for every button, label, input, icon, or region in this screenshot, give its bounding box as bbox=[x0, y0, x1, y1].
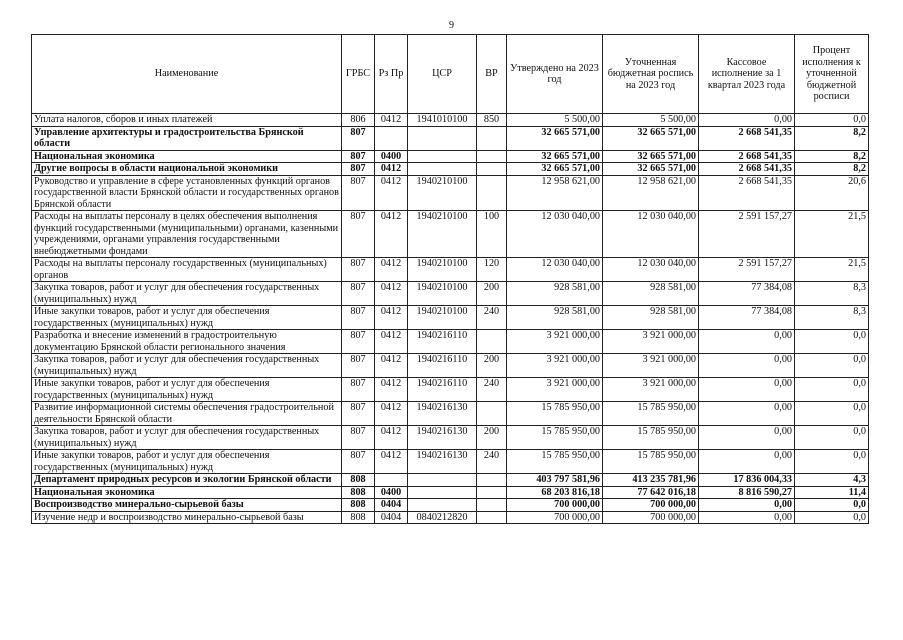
cell-csr: 1940216110 bbox=[408, 378, 477, 402]
cell-approved: 3 921 000,00 bbox=[507, 378, 603, 402]
cell-percent: 21,5 bbox=[795, 211, 869, 258]
cell-grbs: 807 bbox=[342, 330, 375, 354]
cell-name: Воспроизводство минерально-сырьевой базы bbox=[32, 499, 342, 512]
header-vr: ВР bbox=[477, 35, 507, 114]
cell-approved: 700 000,00 bbox=[507, 499, 603, 512]
cell-percent: 0,0 bbox=[795, 499, 869, 512]
cell-vr: 850 bbox=[477, 114, 507, 127]
cell-percent: 8,2 bbox=[795, 126, 869, 150]
table-row bbox=[32, 499, 869, 512]
cell-name: Национальная экономика bbox=[32, 486, 342, 499]
cell-grbs: 807 bbox=[342, 306, 375, 330]
cell-percent: 8,2 bbox=[795, 163, 869, 176]
cell-cash: 17 836 004,33 bbox=[699, 474, 795, 487]
cell-vr bbox=[477, 486, 507, 499]
table-row bbox=[32, 163, 869, 176]
cell-name: Иные закупки товаров, работ и услуг для обеспечения государственных (муниципальных) нужд bbox=[32, 378, 342, 402]
cell-percent: 0,0 bbox=[795, 426, 869, 450]
header-refined: Уточненная бюджетная роспись на 2023 год bbox=[603, 35, 699, 114]
table-row bbox=[32, 402, 869, 426]
cell-name: Уплата налогов, сборов и иных платежей bbox=[32, 114, 342, 127]
header-percent: Процент исполнения к уточненной бюджетной росписи bbox=[795, 35, 869, 114]
cell-csr: 1940210100 bbox=[408, 282, 477, 306]
cell-cash: 0,00 bbox=[699, 114, 795, 127]
cell-cash: 0,00 bbox=[699, 402, 795, 426]
cell-csr bbox=[408, 499, 477, 512]
cell-vr bbox=[477, 330, 507, 354]
cell-name: Иные закупки товаров, работ и услуг для обеспечения государственных (муниципальных) нужд bbox=[32, 306, 342, 330]
cell-grbs: 808 bbox=[342, 511, 375, 524]
cell-refined: 32 665 571,00 bbox=[603, 150, 699, 163]
cell-rzpr: 0400 bbox=[375, 150, 408, 163]
cell-percent: 0,0 bbox=[795, 378, 869, 402]
cell-vr bbox=[477, 474, 507, 487]
cell-cash: 0,00 bbox=[699, 330, 795, 354]
cell-rzpr: 0412 bbox=[375, 354, 408, 378]
header-row bbox=[32, 35, 869, 114]
cell-name: Разработка и внесение изменений в градостроительную документацию Брянской области регионального значения bbox=[32, 330, 342, 354]
cell-cash: 77 384,08 bbox=[699, 282, 795, 306]
cell-rzpr: 0412 bbox=[375, 306, 408, 330]
cell-vr: 200 bbox=[477, 426, 507, 450]
cell-approved: 15 785 950,00 bbox=[507, 426, 603, 450]
cell-refined: 12 030 040,00 bbox=[603, 258, 699, 282]
cell-percent: 8,3 bbox=[795, 306, 869, 330]
cell-approved: 32 665 571,00 bbox=[507, 150, 603, 163]
cell-grbs: 807 bbox=[342, 258, 375, 282]
cell-name: Управление архитектуры и градостроительства Брянской области bbox=[32, 126, 342, 150]
cell-refined: 700 000,00 bbox=[603, 499, 699, 512]
cell-refined: 77 642 016,18 bbox=[603, 486, 699, 499]
cell-rzpr: 0404 bbox=[375, 499, 408, 512]
cell-approved: 3 921 000,00 bbox=[507, 354, 603, 378]
cell-rzpr: 0412 bbox=[375, 402, 408, 426]
cell-rzpr: 0412 bbox=[375, 426, 408, 450]
table-row bbox=[32, 126, 869, 150]
cell-grbs: 807 bbox=[342, 150, 375, 163]
header-csr: ЦСР bbox=[408, 35, 477, 114]
cell-grbs: 807 bbox=[342, 211, 375, 258]
cell-vr bbox=[477, 175, 507, 211]
cell-vr: 120 bbox=[477, 258, 507, 282]
table-row bbox=[32, 258, 869, 282]
header-approved: Утверждено на 2023 год bbox=[507, 35, 603, 114]
cell-vr: 240 bbox=[477, 306, 507, 330]
table-row bbox=[32, 511, 869, 524]
cell-name: Изучение недр и воспроизводство минерально-сырьевой базы bbox=[32, 511, 342, 524]
table-row bbox=[32, 306, 869, 330]
cell-name: Развитие информационной системы обеспечения градостроительной деятельности Брянской области bbox=[32, 402, 342, 426]
table-row bbox=[32, 211, 869, 258]
cell-refined: 3 921 000,00 bbox=[603, 354, 699, 378]
cell-csr: 1941010100 bbox=[408, 114, 477, 127]
table-row bbox=[32, 486, 869, 499]
header-rzpr: Рз Пр bbox=[375, 35, 408, 114]
cell-csr bbox=[408, 163, 477, 176]
cell-refined: 5 500,00 bbox=[603, 114, 699, 127]
cell-refined: 12 030 040,00 bbox=[603, 211, 699, 258]
cell-csr bbox=[408, 474, 477, 487]
cell-cash: 0,00 bbox=[699, 378, 795, 402]
cell-rzpr bbox=[375, 126, 408, 150]
table-row bbox=[32, 114, 869, 127]
cell-approved: 3 921 000,00 bbox=[507, 330, 603, 354]
cell-csr: 1940210100 bbox=[408, 306, 477, 330]
cell-refined: 32 665 571,00 bbox=[603, 163, 699, 176]
table-row bbox=[32, 175, 869, 211]
cell-refined: 15 785 950,00 bbox=[603, 402, 699, 426]
cell-name: Руководство и управление в сфере установленных функций органов государственной власти Брянской области и государственных органов Брянской области bbox=[32, 175, 342, 211]
cell-approved: 12 030 040,00 bbox=[507, 258, 603, 282]
cell-name: Закупка товаров, работ и услуг для обеспечения государственных (муниципальных) нужд bbox=[32, 426, 342, 450]
cell-name: Расходы на выплаты персоналу государственных (муниципальных) органов bbox=[32, 258, 342, 282]
cell-approved: 32 665 571,00 bbox=[507, 163, 603, 176]
cell-refined: 3 921 000,00 bbox=[603, 378, 699, 402]
cell-grbs: 808 bbox=[342, 499, 375, 512]
cell-rzpr: 0412 bbox=[375, 378, 408, 402]
header-cash: Кассовое исполнение за 1 квартал 2023 года bbox=[699, 35, 795, 114]
cell-refined: 12 958 621,00 bbox=[603, 175, 699, 211]
cell-grbs: 807 bbox=[342, 282, 375, 306]
cell-csr: 1940216110 bbox=[408, 330, 477, 354]
cell-grbs: 807 bbox=[342, 163, 375, 176]
cell-cash: 2 668 541,35 bbox=[699, 150, 795, 163]
cell-grbs: 808 bbox=[342, 474, 375, 487]
cell-approved: 5 500,00 bbox=[507, 114, 603, 127]
cell-vr bbox=[477, 150, 507, 163]
cell-rzpr bbox=[375, 474, 408, 487]
cell-refined: 413 235 781,96 bbox=[603, 474, 699, 487]
cell-approved: 928 581,00 bbox=[507, 306, 603, 330]
cell-name: Другие вопросы в области национальной экономики bbox=[32, 163, 342, 176]
cell-percent: 21,5 bbox=[795, 258, 869, 282]
cell-grbs: 807 bbox=[342, 126, 375, 150]
table-row bbox=[32, 330, 869, 354]
cell-approved: 700 000,00 bbox=[507, 511, 603, 524]
cell-name: Расходы на выплаты персоналу в целях обеспечения выполнения функций государственными (муниципальными) органами, казенными учреждениями, органами управления государственными внебюджетными фондами bbox=[32, 211, 342, 258]
table-row bbox=[32, 426, 869, 450]
table-row bbox=[32, 354, 869, 378]
cell-cash: 0,00 bbox=[699, 426, 795, 450]
cell-approved: 928 581,00 bbox=[507, 282, 603, 306]
cell-vr bbox=[477, 126, 507, 150]
cell-approved: 15 785 950,00 bbox=[507, 450, 603, 474]
cell-csr: 1940216130 bbox=[408, 450, 477, 474]
cell-percent: 0,0 bbox=[795, 402, 869, 426]
cell-cash: 2 591 157,27 bbox=[699, 211, 795, 258]
cell-vr: 240 bbox=[477, 378, 507, 402]
cell-vr: 240 bbox=[477, 450, 507, 474]
cell-percent: 8,2 bbox=[795, 150, 869, 163]
cell-percent: 20,6 bbox=[795, 175, 869, 211]
cell-percent: 0,0 bbox=[795, 114, 869, 127]
cell-percent: 8,3 bbox=[795, 282, 869, 306]
cell-name: Иные закупки товаров, работ и услуг для обеспечения государственных (муниципальных) нужд bbox=[32, 450, 342, 474]
cell-csr: 1940216130 bbox=[408, 402, 477, 426]
cell-grbs: 807 bbox=[342, 450, 375, 474]
cell-name: Закупка товаров, работ и услуг для обеспечения государственных (муниципальных) нужд bbox=[32, 354, 342, 378]
cell-refined: 15 785 950,00 bbox=[603, 426, 699, 450]
table-row bbox=[32, 378, 869, 402]
cell-approved: 403 797 581,96 bbox=[507, 474, 603, 487]
cell-cash: 0,00 bbox=[699, 450, 795, 474]
cell-name: Закупка товаров, работ и услуг для обеспечения государственных (муниципальных) нужд bbox=[32, 282, 342, 306]
cell-percent: 0,0 bbox=[795, 330, 869, 354]
cell-approved: 15 785 950,00 bbox=[507, 402, 603, 426]
cell-csr bbox=[408, 486, 477, 499]
cell-rzpr: 0412 bbox=[375, 282, 408, 306]
cell-cash: 0,00 bbox=[699, 354, 795, 378]
cell-grbs: 807 bbox=[342, 378, 375, 402]
cell-grbs: 807 bbox=[342, 175, 375, 211]
cell-grbs: 807 bbox=[342, 402, 375, 426]
cell-grbs: 807 bbox=[342, 354, 375, 378]
cell-cash: 0,00 bbox=[699, 511, 795, 524]
cell-csr: 1940210100 bbox=[408, 258, 477, 282]
cell-vr bbox=[477, 163, 507, 176]
cell-rzpr: 0412 bbox=[375, 330, 408, 354]
cell-csr: 1940216110 bbox=[408, 354, 477, 378]
cell-cash: 2 591 157,27 bbox=[699, 258, 795, 282]
cell-refined: 700 000,00 bbox=[603, 511, 699, 524]
cell-cash: 2 668 541,35 bbox=[699, 126, 795, 150]
cell-cash: 8 816 590,27 bbox=[699, 486, 795, 499]
page-number: 9 bbox=[449, 20, 454, 31]
cell-cash: 2 668 541,35 bbox=[699, 175, 795, 211]
cell-approved: 68 203 816,18 bbox=[507, 486, 603, 499]
cell-csr bbox=[408, 126, 477, 150]
cell-vr: 200 bbox=[477, 282, 507, 306]
cell-vr: 100 bbox=[477, 211, 507, 258]
cell-rzpr: 0412 bbox=[375, 114, 408, 127]
cell-grbs: 808 bbox=[342, 486, 375, 499]
cell-rzpr: 0412 bbox=[375, 450, 408, 474]
table-row bbox=[32, 282, 869, 306]
cell-vr bbox=[477, 499, 507, 512]
cell-percent: 4,3 bbox=[795, 474, 869, 487]
cell-grbs: 806 bbox=[342, 114, 375, 127]
cell-vr: 200 bbox=[477, 354, 507, 378]
cell-csr: 1940216130 bbox=[408, 426, 477, 450]
table-row bbox=[32, 150, 869, 163]
cell-csr: 1940210100 bbox=[408, 175, 477, 211]
cell-csr: 0840212820 bbox=[408, 511, 477, 524]
cell-cash: 2 668 541,35 bbox=[699, 163, 795, 176]
table-row bbox=[32, 450, 869, 474]
table-row bbox=[32, 474, 869, 487]
cell-rzpr: 0412 bbox=[375, 258, 408, 282]
cell-approved: 12 030 040,00 bbox=[507, 211, 603, 258]
cell-percent: 11,4 bbox=[795, 486, 869, 499]
cell-refined: 928 581,00 bbox=[603, 282, 699, 306]
cell-refined: 32 665 571,00 bbox=[603, 126, 699, 150]
cell-rzpr: 0404 bbox=[375, 511, 408, 524]
cell-grbs: 807 bbox=[342, 426, 375, 450]
cell-percent: 0,0 bbox=[795, 354, 869, 378]
cell-refined: 15 785 950,00 bbox=[603, 450, 699, 474]
table-body bbox=[32, 114, 869, 524]
cell-rzpr: 0412 bbox=[375, 163, 408, 176]
cell-percent: 0,0 bbox=[795, 450, 869, 474]
cell-csr bbox=[408, 150, 477, 163]
cell-vr bbox=[477, 511, 507, 524]
cell-approved: 32 665 571,00 bbox=[507, 126, 603, 150]
cell-csr: 1940210100 bbox=[408, 211, 477, 258]
cell-rzpr: 0412 bbox=[375, 211, 408, 258]
cell-cash: 77 384,08 bbox=[699, 306, 795, 330]
cell-name: Национальная экономика bbox=[32, 150, 342, 163]
cell-refined: 928 581,00 bbox=[603, 306, 699, 330]
header-grbs: ГРБС bbox=[342, 35, 375, 114]
cell-name: Департамент природных ресурсов и экологии Брянской области bbox=[32, 474, 342, 487]
cell-cash: 0,00 bbox=[699, 499, 795, 512]
cell-rzpr: 0400 bbox=[375, 486, 408, 499]
cell-refined: 3 921 000,00 bbox=[603, 330, 699, 354]
cell-percent: 0,0 bbox=[795, 511, 869, 524]
header-name: Наименование bbox=[32, 35, 342, 114]
cell-vr bbox=[477, 402, 507, 426]
cell-rzpr: 0412 bbox=[375, 175, 408, 211]
budget-execution-table bbox=[31, 34, 869, 524]
cell-approved: 12 958 621,00 bbox=[507, 175, 603, 211]
